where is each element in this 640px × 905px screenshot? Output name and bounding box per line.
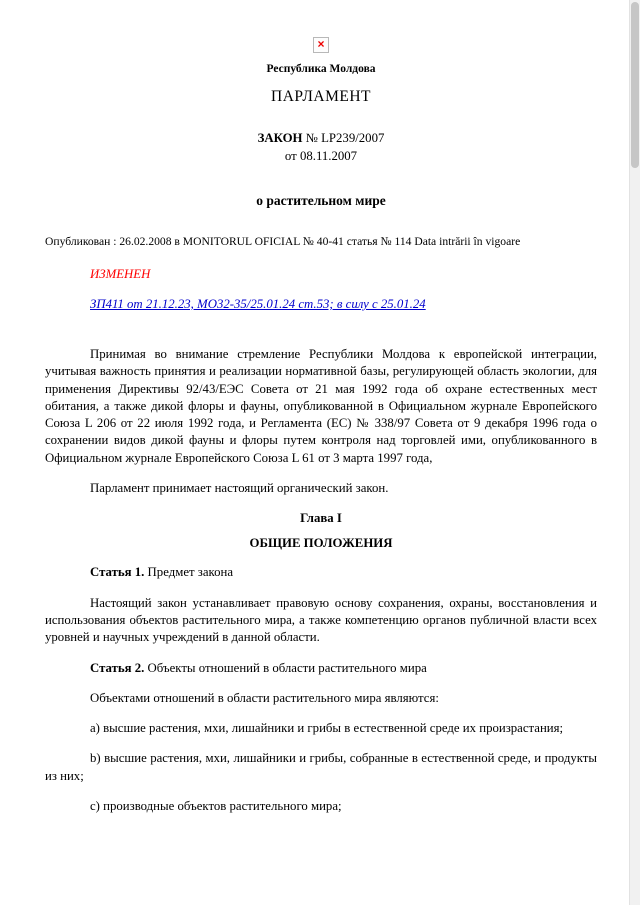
amendment-status-label: ИЗМЕНЕН [90,267,151,281]
article-1-title: Предмет закона [144,565,234,580]
institution-title: ПАРЛАМЕНТ [271,88,371,105]
country-title: Республика Молдова [266,63,376,75]
chapter-number: Глава I [300,511,342,526]
chapter-title: ОБЩИЕ ПОЛОЖЕНИЯ [249,536,393,551]
article-1-label: Статья 1. [90,565,145,580]
article-1-text: Настоящий закон устанавливает правовую основу сохранения, охраны, восстановления и использования объектов растительного мира, а также компетенцию органов публичной власти всех уровней и научных учреждений в данной области. [45,595,597,645]
article-2-item-a: a) высшие растения, мхи, лишайники и грибы в естественной среде их произрастания; [90,721,564,736]
law-label: ЗАКОН [257,131,303,145]
article-2-item-b: b) высшие растения, мхи, лишайники и грибы, собранные в естественной среде, и продукты из них; [45,751,597,783]
article-2-label: Статья 2. [90,660,145,675]
broken-image-icon [313,37,329,53]
article-2-intro: Объектами отношений в области растительного мира являются: [90,690,439,705]
preamble-paragraph: Принимая во внимание стремление Республики Молдова к европейской интеграции, учитывая важность принятия и реализации нормативной базы, регулирующей область экологии, для применения Директивы 92/43/ЕЭС Совета от 21 мая 1992 года об охране естественных мест обитания, а также дикой флоры и фауны, опубликованной в Официальном журнале Европейского Союза L 206 от 22 июля 1992 года, и Регламента (ЕС) № 338/97 Совета от 9 декабря 1996 года о сохранении видов дикой фауны и флоры путем контроля над торговлей ими, опубликованного в Официальном журнале Европейского Союза L 61 от 3 марта 1997 года, [45,347,597,465]
law-number-line [45,131,597,146]
article-2-heading [45,660,597,677]
article-2-item-c: c) производные объектов растительного мира; [90,799,342,814]
red-x-glyph: × [317,37,325,52]
law-number: № LP239/2007 [302,131,385,145]
article-1-heading [45,564,597,581]
law-date: от 08.11.2007 [284,149,358,163]
enactment-paragraph: Парламент принимает настоящий органический закон. [90,481,389,496]
publication-line: Опубликован : 26.02.2008 в MONITORUL OFICIAL № 40-41 статья № 114 Data intrării în vigoare [45,235,521,248]
scrollbar[interactable] [629,0,640,905]
amendment-link-row [90,297,597,312]
document-title: о растительном мире [256,193,386,208]
broken-image-row [45,36,597,54]
article-2-title: Объекты отношений в области растительного мира [144,660,427,675]
amendment-link[interactable]: ЗП411 от 21.12.23, МО32-35/25.01.24 ст.53; в силу с 25.01.24 [90,297,426,311]
scrollbar-thumb[interactable] [631,2,639,168]
